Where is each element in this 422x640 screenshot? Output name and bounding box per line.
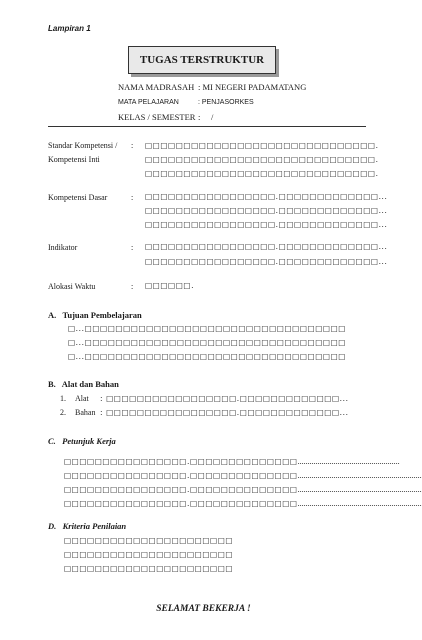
b-item-num: 1. [60, 394, 66, 403]
b-item-label: Bahan [75, 408, 96, 417]
mapel-value: : PENJASORKES [198, 99, 254, 106]
ind-line: □□□□□□□□□□□□□□□□□.□□□□□□□□□□□□□... [145, 257, 388, 266]
ind-label: Indikator [48, 243, 78, 252]
kd-line: □□□□□□□□□□□□□□□□□.□□□□□□□□□□□□□... [145, 192, 388, 201]
d-line: □□□□□□□□□□□□□□□□□□□□□□ [64, 564, 234, 573]
a-line: □...□□□□□□□□□□□□□□□□□□□□□□□□□□□□□□□□□□ [68, 352, 346, 361]
kd-line: □□□□□□□□□□□□□□□□□.□□□□□□□□□□□□□... [145, 220, 388, 229]
title-box [128, 46, 276, 74]
madrasah-value: : MI NEGERI PADAMATANG [198, 82, 307, 92]
sk-line: □□□□□□□□□□□□□□□□□□□□□□□□□□□□□□. [145, 155, 379, 164]
sk-label: Standar Kompetensi / [48, 141, 118, 150]
section-b-heading: B. Alat dan Bahan [48, 379, 119, 389]
c-line-boxes: □□□□□□□□□□□□□□□□.□□□□□□□□□□□□□□ [64, 457, 298, 466]
c-line-dots: .............................................................. [297, 499, 422, 508]
a-line: □...□□□□□□□□□□□□□□□□□□□□□□□□□□□□□□□□□□ [68, 338, 346, 347]
d-line: □□□□□□□□□□□□□□□□□□□□□□ [64, 536, 234, 545]
b-item-label: Alat [75, 394, 89, 403]
c-line-boxes: □□□□□□□□□□□□□□□□.□□□□□□□□□□□□□□ [64, 471, 298, 480]
kd-label: Kompetensi Dasar [48, 193, 108, 202]
lampiran-label: Lampiran 1 [48, 24, 91, 33]
b-item-value: : □□□□□□□□□□□□□□□□□.□□□□□□□□□□□□□... [100, 394, 349, 403]
ind-line: □□□□□□□□□□□□□□□□□.□□□□□□□□□□□□□... [145, 242, 388, 251]
aw-colon: : [131, 282, 134, 291]
d-line: □□□□□□□□□□□□□□□□□□□□□□ [64, 550, 234, 559]
c-line [64, 493, 422, 511]
c-line-boxes: □□□□□□□□□□□□□□□□.□□□□□□□□□□□□□□ [64, 485, 298, 494]
section-a-heading: A. Tujuan Pembelajaran [48, 310, 142, 320]
kd-line: □□□□□□□□□□□□□□□□□.□□□□□□□□□□□□□... [145, 206, 388, 215]
sk-colon: : [131, 141, 134, 150]
aw-label: Alokasi Waktu [48, 282, 96, 291]
b-item-num: 2. [60, 408, 66, 417]
madrasah-label: NAMA MADRASAH [118, 82, 195, 92]
c-line-dots: .............................................................. [297, 471, 422, 480]
header-divider [48, 126, 366, 127]
c-line-dots: ................................................... [297, 457, 400, 466]
section-d-heading: D. Kriteria Penilaian [48, 521, 127, 531]
sk-line: □□□□□□□□□□□□□□□□□□□□□□□□□□□□□□. [145, 169, 379, 178]
kelas-label: KELAS / SEMESTER [118, 112, 196, 122]
c-line-boxes: □□□□□□□□□□□□□□□□.□□□□□□□□□□□□□□ [64, 499, 298, 508]
a-line: □...□□□□□□□□□□□□□□□□□□□□□□□□□□□□□□□□□□ [68, 324, 346, 333]
kelas-value: : / [198, 112, 214, 122]
page-title: TUGAS TERSTRUKTUR [139, 54, 265, 66]
footer-closing: SELAMAT BEKERJA ! [156, 604, 251, 614]
kd-colon: : [131, 193, 134, 202]
section-c-heading: C. Petunjuk Kerja [48, 436, 116, 446]
ki-label: Kompetensi Inti [48, 155, 100, 164]
c-line-dots: .............................................................. [297, 485, 422, 494]
mapel-label: MATA PELAJARAN [118, 99, 179, 106]
aw-value: □□□□□□. [145, 281, 195, 290]
sk-line: □□□□□□□□□□□□□□□□□□□□□□□□□□□□□□. [145, 141, 379, 150]
ind-colon: : [131, 243, 134, 252]
b-item-value: : □□□□□□□□□□□□□□□□□.□□□□□□□□□□□□□... [100, 408, 349, 417]
